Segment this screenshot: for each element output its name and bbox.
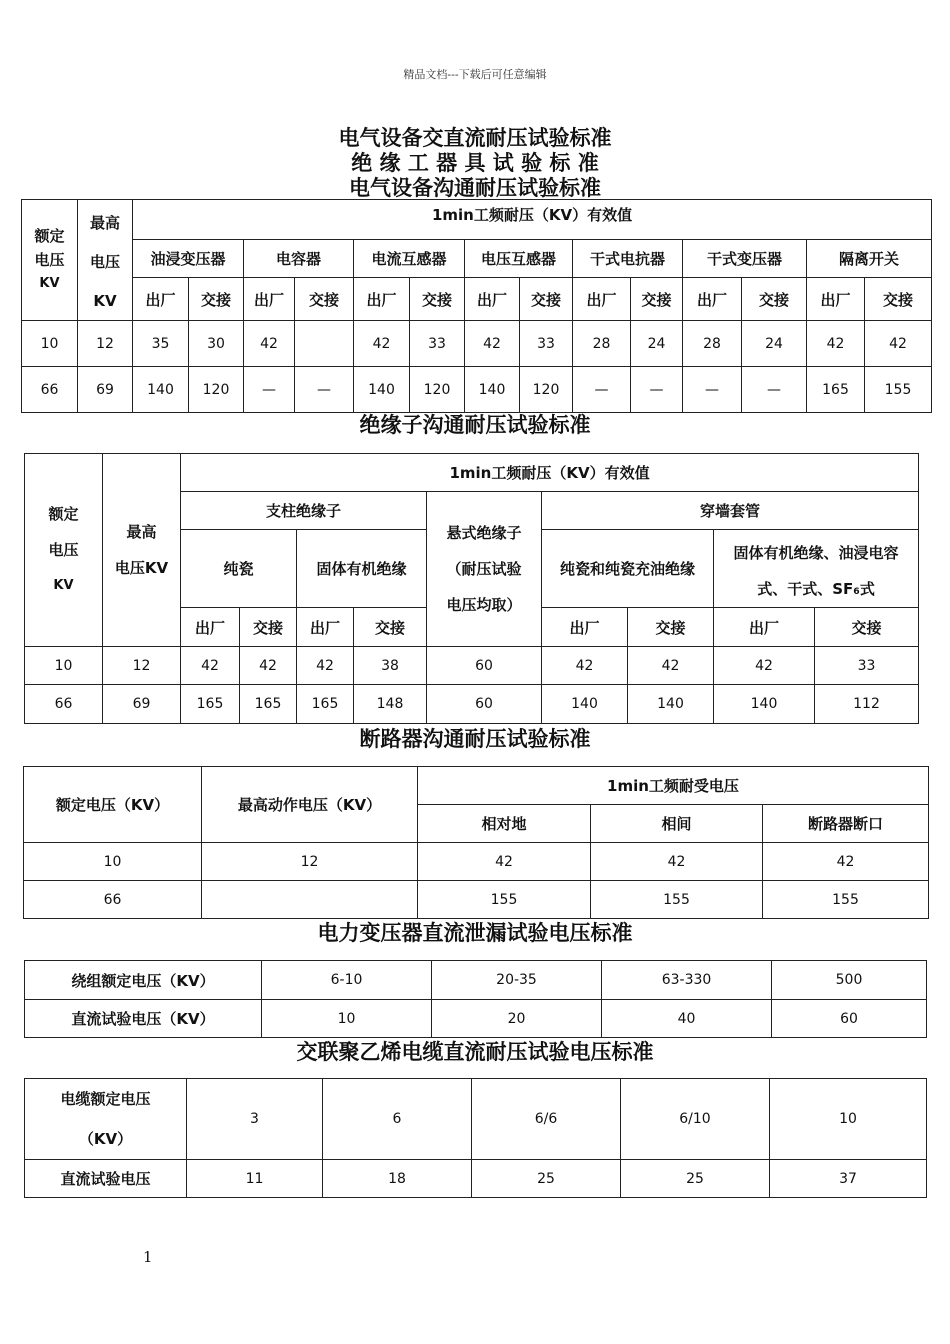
cell: 12 xyxy=(202,843,418,881)
sub-factory: 出厂 xyxy=(465,278,520,321)
rated-voltage-header: 额定 电压 KV xyxy=(25,454,103,647)
cell: 28 xyxy=(683,321,742,367)
cell: 11 xyxy=(187,1160,323,1198)
cell: 6 xyxy=(323,1079,472,1160)
sub-handover: 交接 xyxy=(742,278,807,321)
pure-porcelain-header: 纯瓷 xyxy=(181,530,297,608)
cell: 165 xyxy=(181,685,240,724)
cell: 20-35 xyxy=(432,961,602,1000)
cell: 40 xyxy=(602,1000,772,1038)
cell: 42 xyxy=(714,647,815,685)
table-row xyxy=(24,881,929,919)
cell: 42 xyxy=(181,647,240,685)
title-breaker: 断路器沟通耐压试验标准 xyxy=(359,727,591,751)
table-row xyxy=(25,1079,927,1160)
cell: 42 xyxy=(865,321,932,367)
solid-organic-header: 固体有机绝缘 xyxy=(297,530,427,608)
cell: 10 xyxy=(22,321,78,367)
table-row xyxy=(25,1000,927,1038)
cell xyxy=(202,881,418,919)
cell: 155 xyxy=(591,881,763,919)
table-row xyxy=(25,685,919,724)
table-row xyxy=(25,961,927,1000)
sub-factory: 出厂 xyxy=(714,608,815,647)
max-voltage-header: 最高 电压KV xyxy=(103,454,181,647)
cell: 140 xyxy=(354,367,410,413)
sub-handover: 交接 xyxy=(628,608,714,647)
sub-handover: 交接 xyxy=(520,278,573,321)
cell: 42 xyxy=(628,647,714,685)
transformer-dc-table xyxy=(24,960,927,1038)
cell: 25 xyxy=(472,1160,621,1198)
winding-voltage-header: 绕组额定电压（KV） xyxy=(25,961,262,1000)
cell: 140 xyxy=(714,685,815,724)
sub-handover: 交接 xyxy=(815,608,919,647)
cell: 37 xyxy=(770,1160,927,1198)
cell: 69 xyxy=(78,367,133,413)
cell: 6-10 xyxy=(262,961,432,1000)
cell: 25 xyxy=(621,1160,770,1198)
sub-factory: 出厂 xyxy=(181,608,240,647)
group-voltage-transformer: 电压互感器 xyxy=(465,240,573,278)
cable-rated-voltage-header: 电缆额定电压 （KV） xyxy=(25,1079,187,1160)
cell: 42 xyxy=(763,843,929,881)
cell: 42 xyxy=(465,321,520,367)
group-dry-reactor: 干式电抗器 xyxy=(573,240,683,278)
sub-handover: 交接 xyxy=(354,608,427,647)
cell: — xyxy=(573,367,631,413)
cell: 35 xyxy=(133,321,189,367)
equipment-ac-table xyxy=(21,199,932,413)
sub-handover: 交接 xyxy=(631,278,683,321)
cell: 3 xyxy=(187,1079,323,1160)
cell: 12 xyxy=(103,647,181,685)
sub-handover: 交接 xyxy=(240,608,297,647)
sub-factory: 出厂 xyxy=(297,608,354,647)
cell: 148 xyxy=(354,685,427,724)
cell: 10 xyxy=(262,1000,432,1038)
cell: 69 xyxy=(103,685,181,724)
cell: 500 xyxy=(772,961,927,1000)
title-tools: 绝 缘 工 器 具 试 验 标 准 xyxy=(351,151,599,175)
power-freq-header: 1min工频耐压（KV）有效值 xyxy=(181,454,919,492)
sub-factory: 出厂 xyxy=(244,278,295,321)
sub-factory: 出厂 xyxy=(542,608,628,647)
cell: 66 xyxy=(24,881,202,919)
cell: 42 xyxy=(240,647,297,685)
header-note: 精品文档---下载后可任意编辑 xyxy=(403,68,547,81)
title-insulator: 绝缘子沟通耐压试验标准 xyxy=(359,413,591,437)
sub-factory: 出厂 xyxy=(683,278,742,321)
pure-porcelain-oil-header: 纯瓷和纯瓷充油绝缘 xyxy=(542,530,714,608)
cell: 60 xyxy=(427,685,542,724)
suspension-insulator-header: 悬式绝缘子 （耐压试验 电压均取） xyxy=(427,492,542,647)
table-row xyxy=(22,367,932,413)
wall-bushing-header: 穿墙套管 xyxy=(542,492,919,530)
cell: 66 xyxy=(25,685,103,724)
xlpe-cable-table xyxy=(24,1078,927,1198)
cell: 165 xyxy=(240,685,297,724)
dc-test-voltage-header: 直流试验电压 xyxy=(25,1160,187,1198)
cell: 42 xyxy=(591,843,763,881)
cell: 140 xyxy=(628,685,714,724)
title-ac-test: 电气设备沟通耐压试验标准 xyxy=(349,176,601,200)
table-row xyxy=(22,321,932,367)
power-freq-header: 1min工频耐压（KV）有效值 xyxy=(133,200,932,240)
cell: 28 xyxy=(573,321,631,367)
breaker-table xyxy=(23,766,929,919)
cell: 140 xyxy=(133,367,189,413)
max-voltage-header: 最高 电压 KV xyxy=(78,200,133,321)
cell: 42 xyxy=(418,843,591,881)
cell: 60 xyxy=(427,647,542,685)
cell: 42 xyxy=(297,647,354,685)
cell: 33 xyxy=(520,321,573,367)
max-operating-voltage-header: 最高动作电压（KV） xyxy=(202,767,418,843)
cell: 165 xyxy=(807,367,865,413)
cell: 120 xyxy=(520,367,573,413)
cell: 140 xyxy=(465,367,520,413)
cell: 42 xyxy=(807,321,865,367)
table-row xyxy=(25,647,919,685)
phase-to-phase-header: 相间 xyxy=(591,805,763,843)
title-main: 电气设备交直流耐压试验标准 xyxy=(338,126,612,150)
sub-handover: 交接 xyxy=(865,278,932,321)
cell: 20 xyxy=(432,1000,602,1038)
cell: 42 xyxy=(542,647,628,685)
dc-test-voltage-header: 直流试验电压（KV） xyxy=(25,1000,262,1038)
cell: 24 xyxy=(742,321,807,367)
sub-factory: 出厂 xyxy=(807,278,865,321)
group-oil-transformer: 油浸变压器 xyxy=(133,240,244,278)
title-transformer-dc: 电力变压器直流泄漏试验电压标准 xyxy=(317,921,633,945)
sub-factory: 出厂 xyxy=(133,278,189,321)
cell: 10 xyxy=(770,1079,927,1160)
cell: — xyxy=(244,367,295,413)
cell: 10 xyxy=(24,843,202,881)
cell: 66 xyxy=(22,367,78,413)
cell: 63-330 xyxy=(602,961,772,1000)
solid-oil-capacitor-header: 固体有机绝缘、油浸电容 式、干式、SF₆式 xyxy=(714,530,919,608)
group-dry-transformer: 干式变压器 xyxy=(683,240,807,278)
cell: 6/6 xyxy=(472,1079,621,1160)
cell: 120 xyxy=(189,367,244,413)
cell: 30 xyxy=(189,321,244,367)
cell: 12 xyxy=(78,321,133,367)
sub-factory: 出厂 xyxy=(573,278,631,321)
table-row xyxy=(25,1160,927,1198)
table-row xyxy=(24,843,929,881)
insulator-table xyxy=(24,453,919,724)
cell: 33 xyxy=(815,647,919,685)
cell: 165 xyxy=(297,685,354,724)
cell: — xyxy=(683,367,742,413)
group-current-transformer: 电流互感器 xyxy=(354,240,465,278)
group-capacitor: 电容器 xyxy=(244,240,354,278)
group-disconnector: 隔离开关 xyxy=(807,240,932,278)
cell: 60 xyxy=(772,1000,927,1038)
cell: 120 xyxy=(410,367,465,413)
sub-handover: 交接 xyxy=(295,278,354,321)
power-freq-withstand-header: 1min工频耐受电压 xyxy=(418,767,929,805)
cell: 155 xyxy=(865,367,932,413)
title-xlpe-cable: 交联聚乙烯电缆直流耐压试验电压标准 xyxy=(296,1040,654,1064)
phase-to-ground-header: 相对地 xyxy=(418,805,591,843)
rated-voltage-header: 额定电压（KV） xyxy=(24,767,202,843)
cell: 18 xyxy=(323,1160,472,1198)
cell: 155 xyxy=(418,881,591,919)
cell xyxy=(295,321,354,367)
cell: — xyxy=(295,367,354,413)
cell: — xyxy=(631,367,683,413)
cell: 112 xyxy=(815,685,919,724)
cell: 24 xyxy=(631,321,683,367)
breaker-gap-header: 断路器断口 xyxy=(763,805,929,843)
post-insulator-header: 支柱绝缘子 xyxy=(181,492,427,530)
cell: 6/10 xyxy=(621,1079,770,1160)
sub-handover: 交接 xyxy=(189,278,244,321)
rated-voltage-header: 额定 电压 KV xyxy=(22,200,78,321)
sub-handover: 交接 xyxy=(410,278,465,321)
cell: 155 xyxy=(763,881,929,919)
cell: 42 xyxy=(354,321,410,367)
cell: 140 xyxy=(542,685,628,724)
cell: 10 xyxy=(25,647,103,685)
cell: — xyxy=(742,367,807,413)
page-number: 1 xyxy=(143,1248,153,1266)
cell: 38 xyxy=(354,647,427,685)
cell: 33 xyxy=(410,321,465,367)
cell: 42 xyxy=(244,321,295,367)
sub-factory: 出厂 xyxy=(354,278,410,321)
